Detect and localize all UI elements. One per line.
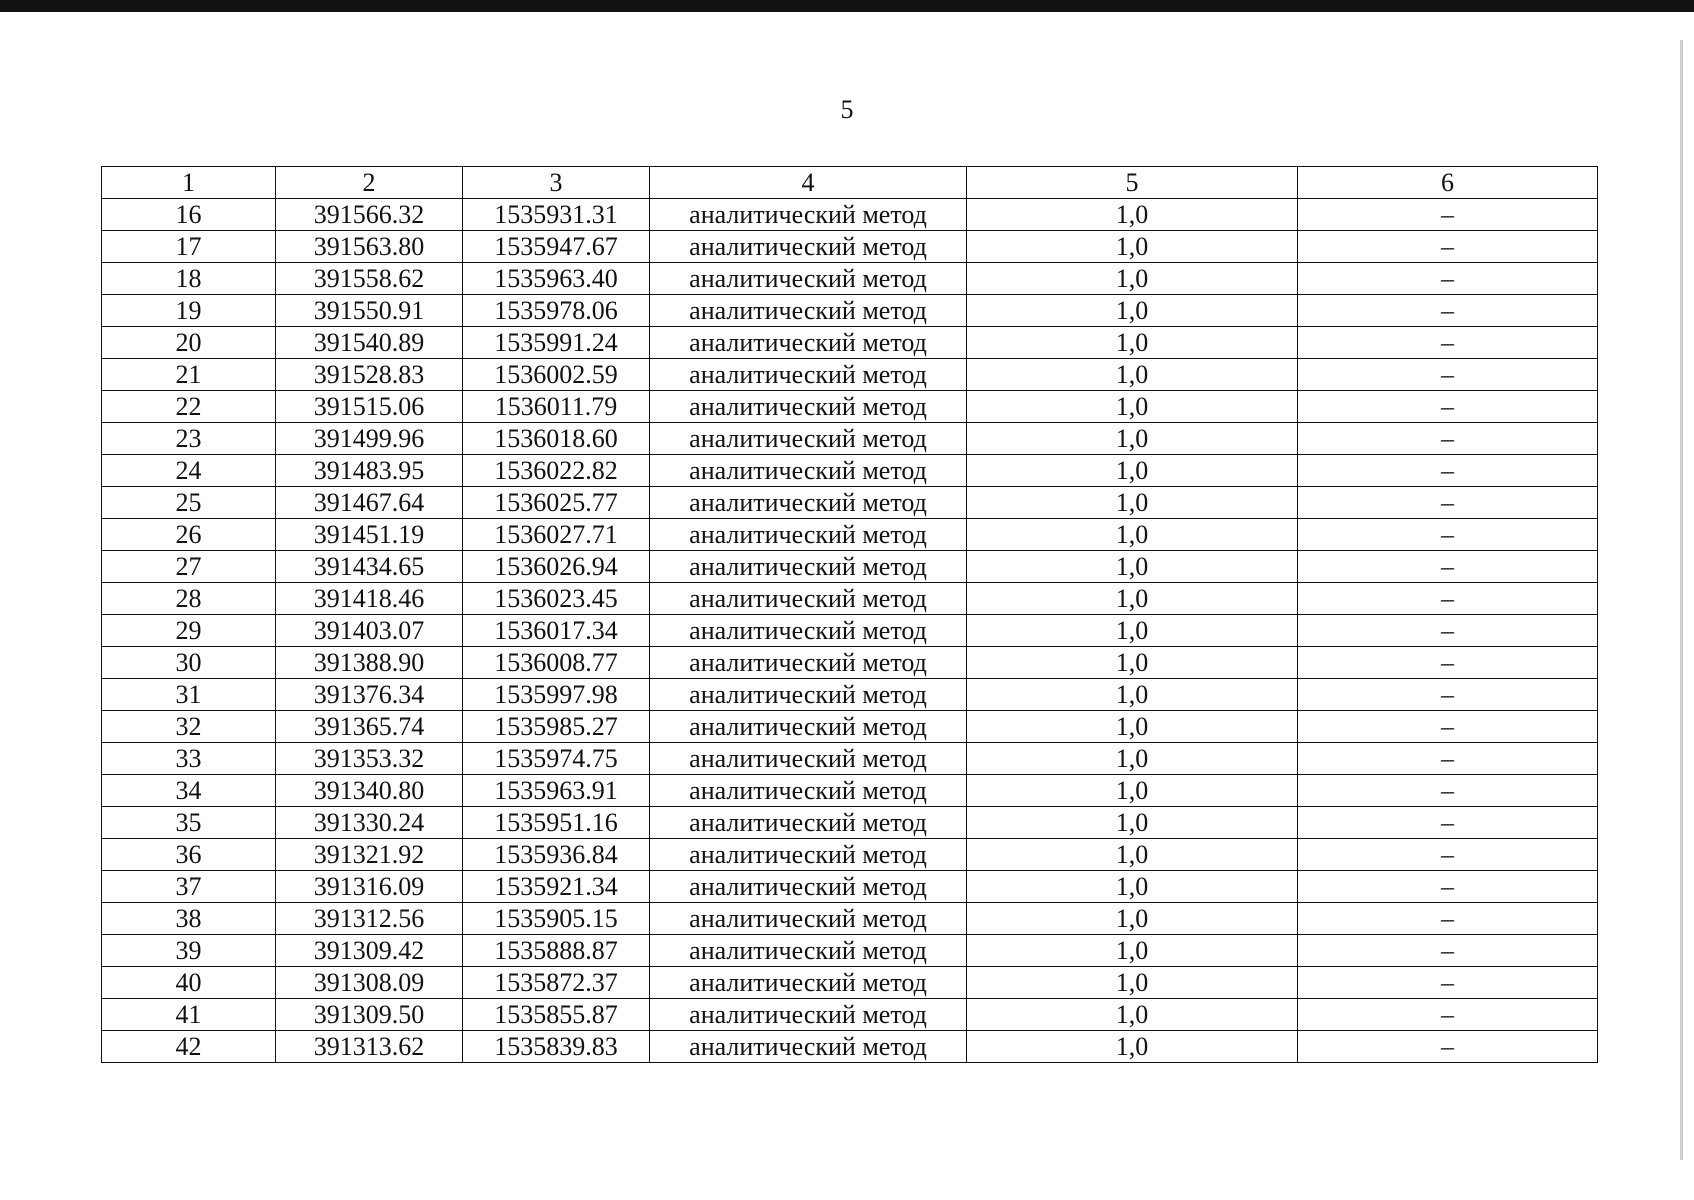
accuracy-cell: 1,0 (967, 359, 1298, 391)
note-cell: – (1298, 967, 1598, 999)
point-number-cell: 17 (102, 231, 276, 263)
y-coordinate-cell: 1535974.75 (463, 743, 650, 775)
note-cell: – (1298, 807, 1598, 839)
table-row (102, 263, 1598, 295)
point-number-cell: 16 (102, 199, 276, 231)
point-number-cell: 33 (102, 743, 276, 775)
accuracy-cell: 1,0 (967, 615, 1298, 647)
column-header: 2 (276, 167, 463, 199)
accuracy-cell: 1,0 (967, 711, 1298, 743)
x-coordinate-cell: 391316.09 (276, 871, 463, 903)
method-cell: аналитический метод (650, 871, 967, 903)
point-number-cell: 22 (102, 391, 276, 423)
point-number-cell: 21 (102, 359, 276, 391)
y-coordinate-cell: 1536008.77 (463, 647, 650, 679)
method-cell: аналитический метод (650, 423, 967, 455)
point-number-cell: 36 (102, 839, 276, 871)
accuracy-cell: 1,0 (967, 487, 1298, 519)
point-number-cell: 31 (102, 679, 276, 711)
note-cell: – (1298, 775, 1598, 807)
x-coordinate-cell: 391451.19 (276, 519, 463, 551)
y-coordinate-cell: 1535855.87 (463, 999, 650, 1031)
point-number-cell: 24 (102, 455, 276, 487)
table-row (102, 775, 1598, 807)
note-cell: – (1298, 999, 1598, 1031)
x-coordinate-cell: 391540.89 (276, 327, 463, 359)
accuracy-cell: 1,0 (967, 295, 1298, 327)
y-coordinate-cell: 1535985.27 (463, 711, 650, 743)
accuracy-cell: 1,0 (967, 775, 1298, 807)
table-row (102, 583, 1598, 615)
table-row (102, 359, 1598, 391)
point-number-cell: 42 (102, 1031, 276, 1063)
accuracy-cell: 1,0 (967, 839, 1298, 871)
accuracy-cell: 1,0 (967, 679, 1298, 711)
column-header: 6 (1298, 167, 1598, 199)
note-cell: – (1298, 231, 1598, 263)
note-cell: – (1298, 519, 1598, 551)
accuracy-cell: 1,0 (967, 199, 1298, 231)
method-cell: аналитический метод (650, 231, 967, 263)
y-coordinate-cell: 1535947.67 (463, 231, 650, 263)
x-coordinate-cell: 391340.80 (276, 775, 463, 807)
point-number-cell: 35 (102, 807, 276, 839)
table-row (102, 615, 1598, 647)
method-cell: аналитический метод (650, 519, 967, 551)
x-coordinate-cell: 391309.50 (276, 999, 463, 1031)
x-coordinate-cell: 391353.32 (276, 743, 463, 775)
accuracy-cell: 1,0 (967, 903, 1298, 935)
y-coordinate-cell: 1536023.45 (463, 583, 650, 615)
table-row (102, 455, 1598, 487)
note-cell: – (1298, 583, 1598, 615)
note-cell: – (1298, 391, 1598, 423)
accuracy-cell: 1,0 (967, 583, 1298, 615)
table-row (102, 487, 1598, 519)
scan-top-border (0, 0, 1694, 12)
x-coordinate-cell: 391528.83 (276, 359, 463, 391)
point-number-cell: 20 (102, 327, 276, 359)
table-header-row (102, 167, 1598, 199)
y-coordinate-cell: 1535839.83 (463, 1031, 650, 1063)
point-number-cell: 23 (102, 423, 276, 455)
point-number-cell: 27 (102, 551, 276, 583)
x-coordinate-cell: 391376.34 (276, 679, 463, 711)
x-coordinate-cell: 391312.56 (276, 903, 463, 935)
table-row (102, 199, 1598, 231)
accuracy-cell: 1,0 (967, 999, 1298, 1031)
x-coordinate-cell: 391330.24 (276, 807, 463, 839)
y-coordinate-cell: 1535905.15 (463, 903, 650, 935)
method-cell: аналитический метод (650, 903, 967, 935)
y-coordinate-cell: 1536011.79 (463, 391, 650, 423)
y-coordinate-cell: 1536022.82 (463, 455, 650, 487)
method-cell: аналитический метод (650, 935, 967, 967)
accuracy-cell: 1,0 (967, 807, 1298, 839)
table-row (102, 679, 1598, 711)
note-cell: – (1298, 487, 1598, 519)
y-coordinate-cell: 1536018.60 (463, 423, 650, 455)
y-coordinate-cell: 1536002.59 (463, 359, 650, 391)
column-header: 4 (650, 167, 967, 199)
scan-right-edge (1680, 40, 1683, 1160)
table-row (102, 967, 1598, 999)
y-coordinate-cell: 1535997.98 (463, 679, 650, 711)
x-coordinate-cell: 391563.80 (276, 231, 463, 263)
method-cell: аналитический метод (650, 839, 967, 871)
point-number-cell: 25 (102, 487, 276, 519)
x-coordinate-cell: 391550.91 (276, 295, 463, 327)
x-coordinate-cell: 391308.09 (276, 967, 463, 999)
method-cell: аналитический метод (650, 647, 967, 679)
accuracy-cell: 1,0 (967, 231, 1298, 263)
accuracy-cell: 1,0 (967, 871, 1298, 903)
y-coordinate-cell: 1536026.94 (463, 551, 650, 583)
note-cell: – (1298, 1031, 1598, 1063)
method-cell: аналитический метод (650, 583, 967, 615)
table-row (102, 423, 1598, 455)
y-coordinate-cell: 1535991.24 (463, 327, 650, 359)
note-cell: – (1298, 711, 1598, 743)
page-number: 5 (840, 95, 854, 124)
method-cell: аналитический метод (650, 295, 967, 327)
method-cell: аналитический метод (650, 487, 967, 519)
note-cell: – (1298, 455, 1598, 487)
method-cell: аналитический метод (650, 391, 967, 423)
point-number-cell: 39 (102, 935, 276, 967)
point-number-cell: 32 (102, 711, 276, 743)
method-cell: аналитический метод (650, 999, 967, 1031)
accuracy-cell: 1,0 (967, 743, 1298, 775)
note-cell: – (1298, 679, 1598, 711)
point-number-cell: 29 (102, 615, 276, 647)
x-coordinate-cell: 391418.46 (276, 583, 463, 615)
table-row (102, 391, 1598, 423)
accuracy-cell: 1,0 (967, 423, 1298, 455)
table-row (102, 519, 1598, 551)
x-coordinate-cell: 391499.96 (276, 423, 463, 455)
note-cell: – (1298, 903, 1598, 935)
note-cell: – (1298, 359, 1598, 391)
x-coordinate-cell: 391388.90 (276, 647, 463, 679)
table-header (102, 167, 1598, 199)
table-row (102, 807, 1598, 839)
y-coordinate-cell: 1535888.87 (463, 935, 650, 967)
accuracy-cell: 1,0 (967, 391, 1298, 423)
method-cell: аналитический метод (650, 711, 967, 743)
method-cell: аналитический метод (650, 775, 967, 807)
method-cell: аналитический метод (650, 967, 967, 999)
note-cell: – (1298, 295, 1598, 327)
accuracy-cell: 1,0 (967, 935, 1298, 967)
y-coordinate-cell: 1535963.40 (463, 263, 650, 295)
accuracy-cell: 1,0 (967, 551, 1298, 583)
method-cell: аналитический метод (650, 327, 967, 359)
y-coordinate-cell: 1535936.84 (463, 839, 650, 871)
point-number-cell: 26 (102, 519, 276, 551)
x-coordinate-cell: 391309.42 (276, 935, 463, 967)
method-cell: аналитический метод (650, 263, 967, 295)
table-row (102, 999, 1598, 1031)
coordinates-table (101, 166, 1598, 1063)
note-cell: – (1298, 263, 1598, 295)
table-row (102, 1031, 1598, 1063)
y-coordinate-cell: 1536017.34 (463, 615, 650, 647)
method-cell: аналитический метод (650, 679, 967, 711)
y-coordinate-cell: 1535931.31 (463, 199, 650, 231)
y-coordinate-cell: 1535978.06 (463, 295, 650, 327)
table-row (102, 839, 1598, 871)
x-coordinate-cell: 391365.74 (276, 711, 463, 743)
y-coordinate-cell: 1536027.71 (463, 519, 650, 551)
x-coordinate-cell: 391483.95 (276, 455, 463, 487)
accuracy-cell: 1,0 (967, 455, 1298, 487)
method-cell: аналитический метод (650, 807, 967, 839)
method-cell: аналитический метод (650, 359, 967, 391)
point-number-cell: 28 (102, 583, 276, 615)
x-coordinate-cell: 391467.64 (276, 487, 463, 519)
note-cell: – (1298, 551, 1598, 583)
point-number-cell: 19 (102, 295, 276, 327)
table-body (102, 199, 1598, 1063)
x-coordinate-cell: 391434.65 (276, 551, 463, 583)
y-coordinate-cell: 1535921.34 (463, 871, 650, 903)
note-cell: – (1298, 839, 1598, 871)
note-cell: – (1298, 935, 1598, 967)
note-cell: – (1298, 647, 1598, 679)
point-number-cell: 38 (102, 903, 276, 935)
table-row (102, 871, 1598, 903)
note-cell: – (1298, 871, 1598, 903)
note-cell: – (1298, 743, 1598, 775)
note-cell: – (1298, 615, 1598, 647)
accuracy-cell: 1,0 (967, 327, 1298, 359)
point-number-cell: 34 (102, 775, 276, 807)
accuracy-cell: 1,0 (967, 967, 1298, 999)
table-row (102, 711, 1598, 743)
accuracy-cell: 1,0 (967, 263, 1298, 295)
x-coordinate-cell: 391313.62 (276, 1031, 463, 1063)
accuracy-cell: 1,0 (967, 519, 1298, 551)
x-coordinate-cell: 391515.06 (276, 391, 463, 423)
y-coordinate-cell: 1535872.37 (463, 967, 650, 999)
y-coordinate-cell: 1535963.91 (463, 775, 650, 807)
column-header: 5 (967, 167, 1298, 199)
table-row (102, 295, 1598, 327)
method-cell: аналитический метод (650, 615, 967, 647)
column-header: 3 (463, 167, 650, 199)
point-number-cell: 40 (102, 967, 276, 999)
table-row (102, 327, 1598, 359)
y-coordinate-cell: 1536025.77 (463, 487, 650, 519)
method-cell: аналитический метод (650, 1031, 967, 1063)
point-number-cell: 30 (102, 647, 276, 679)
point-number-cell: 37 (102, 871, 276, 903)
column-header: 1 (102, 167, 276, 199)
method-cell: аналитический метод (650, 199, 967, 231)
table-row (102, 231, 1598, 263)
x-coordinate-cell: 391321.92 (276, 839, 463, 871)
point-number-cell: 18 (102, 263, 276, 295)
accuracy-cell: 1,0 (967, 647, 1298, 679)
table-row (102, 647, 1598, 679)
note-cell: – (1298, 423, 1598, 455)
note-cell: – (1298, 199, 1598, 231)
method-cell: аналитический метод (650, 455, 967, 487)
y-coordinate-cell: 1535951.16 (463, 807, 650, 839)
table-row (102, 903, 1598, 935)
x-coordinate-cell: 391403.07 (276, 615, 463, 647)
method-cell: аналитический метод (650, 551, 967, 583)
x-coordinate-cell: 391558.62 (276, 263, 463, 295)
x-coordinate-cell: 391566.32 (276, 199, 463, 231)
point-number-cell: 41 (102, 999, 276, 1031)
table-row (102, 551, 1598, 583)
table-row (102, 743, 1598, 775)
accuracy-cell: 1,0 (967, 1031, 1298, 1063)
method-cell: аналитический метод (650, 743, 967, 775)
table-row (102, 935, 1598, 967)
note-cell: – (1298, 327, 1598, 359)
